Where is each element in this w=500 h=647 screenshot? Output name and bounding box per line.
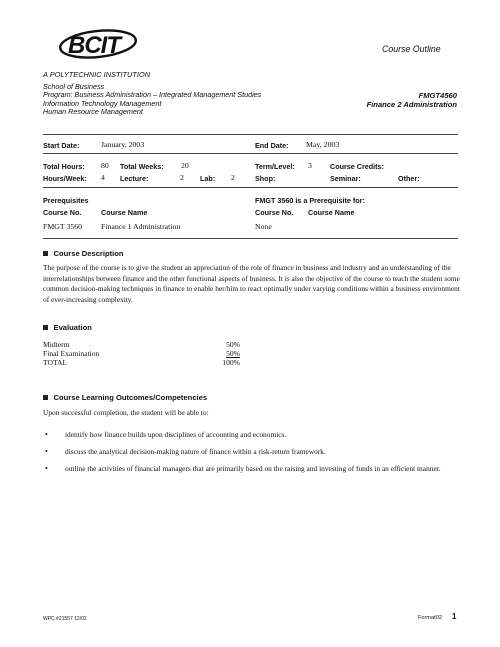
prereq-for-heading: FMGT 3560 is a Prerequisite for: (255, 196, 365, 205)
other-label: Other: (398, 174, 420, 183)
bullet-square-icon (43, 251, 48, 256)
description-section-heading (43, 249, 124, 258)
prereq-col-no: Course No. (43, 208, 82, 217)
outcomes-intro: Upon successful completion, the student will be able to: (43, 408, 209, 417)
start-date-value: January, 2003 (101, 140, 145, 149)
school-line: Human Resource Management (43, 106, 143, 116)
start-date-label: Start Date: (43, 141, 80, 150)
bcit-logo (58, 26, 140, 66)
term-level-value: 3 (308, 161, 312, 170)
bullet-square-icon (43, 325, 48, 330)
evaluation-pct: 100% (222, 358, 240, 368)
bullet-square-icon (43, 395, 48, 400)
prereq-col-name: Course Name (101, 208, 148, 217)
doc-type: Course Outline (382, 44, 441, 54)
divider-dates (43, 153, 458, 154)
evaluation-name: Midterm (43, 340, 70, 349)
prereq-for-col-name: Course Name (308, 208, 355, 217)
total-weeks-label: Total Weeks: (120, 162, 164, 171)
course-title: Finance 2 Administration (366, 100, 457, 109)
total-weeks-value: 20 (181, 161, 189, 170)
logo-text: BCIT (68, 32, 120, 59)
evaluation-heading-text: Evaluation (53, 323, 92, 332)
outcomes-heading-text: Course Learning Outcomes/Competencies (53, 393, 208, 402)
evaluation-table (43, 340, 240, 368)
footer-left: WPC #21557 12/02 (43, 616, 87, 622)
evaluation-pct: 50% (226, 349, 240, 359)
evaluation-name: TOTAL (43, 358, 68, 368)
total-hours-value: 80 (101, 161, 109, 170)
total-hours-label: Total Hours: (43, 162, 85, 171)
lab-value: 2 (231, 173, 235, 182)
page-number: 1 (452, 612, 457, 621)
outcomes-section-heading (43, 393, 207, 402)
bullet-dot-icon: • (45, 447, 48, 456)
course-code: FMGT4560 (418, 91, 457, 100)
prereq-for-col-no: Course No. (255, 208, 294, 217)
hours-week-value: 4 (101, 173, 105, 182)
logo-tagline: A POLYTECHNIC INSTITUTION (43, 70, 151, 79)
end-date-label: End Date: (255, 141, 289, 150)
outcome-text: outline the activities of financial managers that are primarily based on the raising and investing of funds in an efficient manner. (65, 464, 441, 473)
shop-label: Shop: (255, 174, 276, 183)
evaluation-section-heading (43, 323, 92, 332)
prereq-row-no: FMGT 3560 (43, 222, 83, 231)
school-block (43, 83, 261, 116)
lecture-value: 2 (180, 173, 184, 182)
evaluation-pct: 50% (226, 340, 240, 349)
outcome-text: identify how finance builds upon disciplines of accounting and economics. (65, 430, 287, 439)
school-line: Program: Business Administration – Integrated Management Studies (43, 90, 262, 100)
prereq-row-name: Finance 1 Administration (101, 222, 181, 231)
course-credits-label: Course Credits: (330, 162, 384, 171)
outcomes-list (43, 430, 460, 474)
lecture-label: Lecture: (120, 174, 149, 183)
prereq-heading: Prerequisites (43, 196, 89, 205)
seminar-label: Seminar: (330, 174, 361, 183)
evaluation-row (43, 349, 240, 358)
list-item (43, 430, 460, 440)
bullet-dot-icon: • (45, 430, 48, 439)
lab-label: Lab: (200, 174, 216, 183)
evaluation-row (43, 358, 240, 367)
end-date-value: May, 2003 (306, 140, 340, 149)
list-item (43, 447, 460, 457)
bullet-dot-icon: • (45, 464, 48, 473)
evaluation-name: Final Examination (43, 349, 100, 359)
school-line: School of Business (43, 82, 105, 91)
outcome-text: discuss the analytical decision-making nature of finance within a risk-return framework. (65, 447, 326, 456)
description-heading-text: Course Description (53, 249, 124, 258)
footer-format: Format02 (418, 615, 442, 621)
school-line: Information Technology Management (43, 98, 162, 108)
description-text: The purpose of the course is to give the student an appreciation of the role of finance in business and industry and an understanding of the interrelationships between finance and the other functional aspects of business. It is also the objective of the course to teach the student some common decision-making techniques in finance to enable her/him to react optimally under varying conditions within a business environment of ever-increasing complexity. (43, 263, 460, 304)
hours-week-label: Hours/Week: (43, 174, 87, 183)
divider-top (43, 134, 458, 135)
list-item (43, 464, 460, 474)
term-level-label: Term/Level: (255, 162, 295, 171)
prereq-for-row-no: None (255, 222, 272, 231)
evaluation-row (43, 340, 240, 349)
divider-hours (43, 187, 458, 188)
divider-prereq (43, 238, 458, 239)
